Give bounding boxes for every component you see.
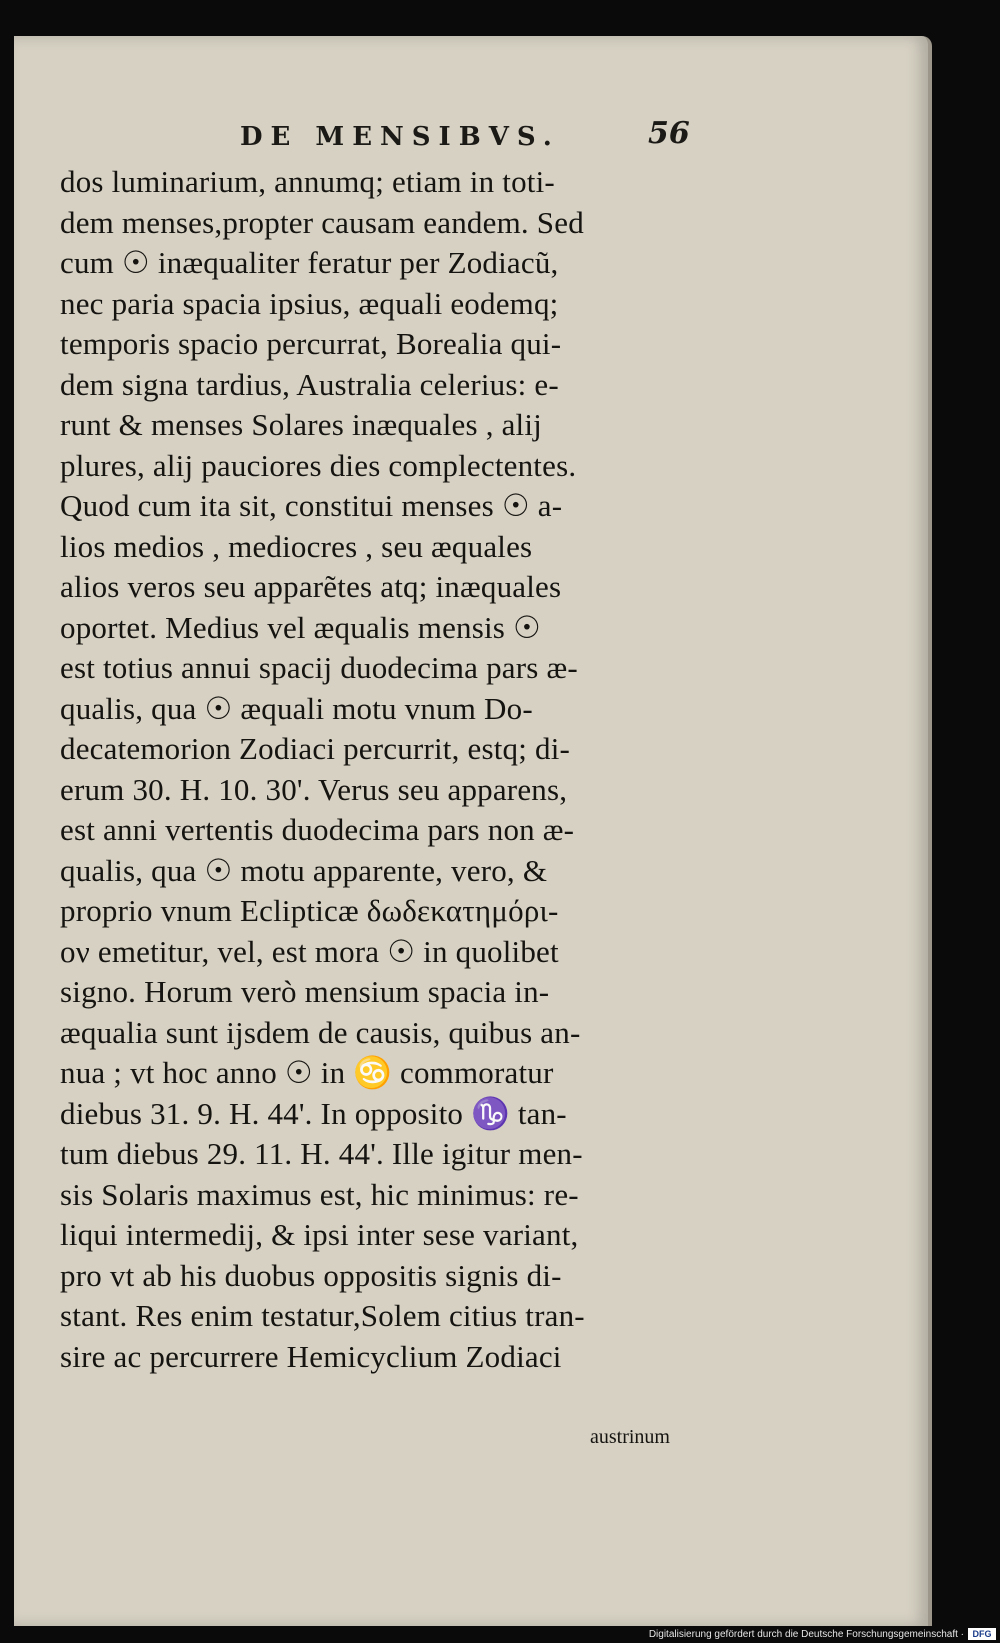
- text-line: signo. Horum verò mensium spacia in-: [60, 974, 550, 1009]
- text-line: proprio vnum Eclipticæ δωδεκατημόρι-: [60, 893, 559, 928]
- text-line: dem signa tardius, Australia celerius: e-: [60, 366, 559, 402]
- text-line: cum ☉ inæqualiter feratur per Zodiacũ,: [60, 245, 559, 280]
- page-header: [14, 116, 928, 162]
- text-line: liqui intermedij, & ipsi inter sese variant,: [60, 1217, 579, 1252]
- text-line: pro vt ab his duobus oppositis signis di-: [60, 1257, 562, 1293]
- text-line: lios medios , mediocres , seu æquales: [60, 528, 533, 564]
- text-line: ον emetitur, vel, est mora ☉ in quolibet: [60, 933, 559, 969]
- text-line: qualis, qua ☉ motu apparente, vero, &: [60, 852, 548, 888]
- text-line: Quod cum ita sit, constitui menses ☉ a-: [60, 488, 563, 523]
- text-line: stant. Res enim testatur,Solem citius tran-: [60, 1298, 585, 1333]
- text-line: diebus 31. 9. H. 44'. In opposito ♑ tan-: [60, 1095, 567, 1131]
- text-line: decatemorion Zodiaci percurrit, estq; di-: [60, 731, 571, 766]
- running-title: DE MENSIBVS.: [240, 122, 560, 152]
- text-line: dem menses,propter causam eandem. Sed: [60, 204, 584, 240]
- book-page: [14, 36, 932, 1628]
- text-line: est totius annui spacij duodecima pars æ-: [60, 650, 578, 685]
- text-line: nua ; vt hoc anno ☉ in ♋ commoratur: [60, 1055, 554, 1090]
- body-text: [60, 162, 700, 1377]
- text-line: erum 30. H. 10. 30'. Verus seu apparens,: [60, 771, 568, 807]
- dfg-logo-badge: DFG: [968, 1628, 996, 1640]
- text-line: nec paria spacia ipsius, æquali eodemq;: [60, 285, 559, 321]
- text-line: tum diebus 29. 11. H. 44'. Ille igitur men-: [60, 1136, 583, 1171]
- text-line: alios veros seu apparẽtes atq; inæquales: [60, 569, 562, 604]
- page-number: 56: [648, 116, 690, 151]
- text-line: runt & menses Solares inæquales , alij: [60, 407, 542, 442]
- text-line: plures, alij pauciores dies complectentes.: [60, 447, 577, 483]
- funding-note: Digitalisierung gefördert durch die Deutsche Forschungsgemeinschaft ·: [648, 1629, 964, 1640]
- text-line: temporis spacio percurrat, Borealia qui-: [60, 326, 562, 361]
- text-line: sire ac percurrere Hemicyclium Zodiaci: [60, 1338, 562, 1374]
- text-line: dos luminarium, annumq; etiam in toti-: [60, 164, 555, 199]
- text-line: sis Solaris maximus est, hic minimus: re-: [60, 1176, 579, 1212]
- text-line: qualis, qua ☉ æquali motu vnum Do-: [60, 690, 533, 726]
- catchword: austrinum: [590, 1426, 670, 1448]
- text-line: æqualia sunt ijsdem de causis, quibus an-: [60, 1014, 581, 1050]
- text-line: est anni vertentis duodecima pars non æ-: [60, 812, 575, 847]
- text-line: oportet. Medius vel æqualis mensis ☉: [60, 609, 542, 645]
